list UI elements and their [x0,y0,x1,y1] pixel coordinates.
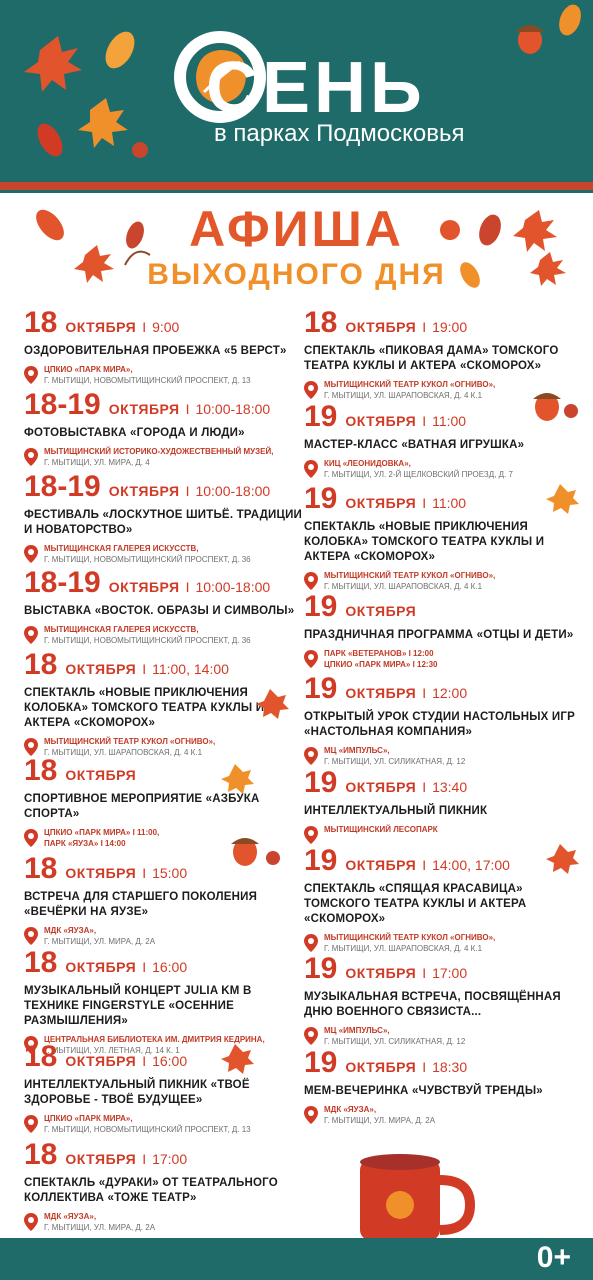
event-title: МУЗЫКАЛЬНАЯ ВСТРЕЧА, ПОСВЯЩЁННАЯ ДНЮ ВОЕННОГО СВЯЗИСТА... [304,991,561,1018]
event-date-line [24,566,304,600]
location-pin-icon [24,448,38,466]
location-pin-icon [304,460,318,478]
event-place: МДК «ЯУЗА», [44,925,97,935]
event-day: 19 [304,1046,338,1079]
leaf-decor-icon [215,1040,255,1080]
location-pin-icon [304,826,318,844]
date-separator: I [422,495,427,511]
event-date-line [24,1040,304,1074]
event-card [304,590,584,671]
header-subtitle: в парках Подмосковья [214,120,465,147]
event-address: Г. МЫТИЩИ, УЛ. ШАРАПОВСКАЯ, Д. 4 К.1 [44,747,203,757]
location-pin-icon [24,829,38,847]
date-separator: I [185,483,190,499]
event-day: 19 [304,482,338,515]
event-day: 19 [304,672,338,705]
event-time: 9:00 [152,319,180,335]
event-time: 17:00 [432,965,468,981]
event-date-line [24,946,304,980]
event-title: СПЕКТАКЛЬ «НОВЫЕ ПРИКЛЮЧЕНИЯ КОЛОБКА» ТОМСКОГО ТЕАТРА КУКЛЫ И АКТЕРА «СКОМОРОХ» [24,687,265,729]
event-address: Г. МЫТИЩИ, УЛ. ЛЕТНАЯ, Д. 14 К. 1 [44,1045,180,1055]
event-month: ОКТЯБРЯ [345,857,417,873]
event-date-line [24,754,304,788]
event-location [304,746,584,768]
event-card [24,566,304,647]
date-separator: I [422,413,427,429]
event-location [24,447,304,469]
date-separator: I [142,959,147,975]
event-place: ЦПКИО «ПАРК МИРА», [44,364,133,374]
event-title: ОЗДОРОВИТЕЛЬНАЯ ПРОБЕЖКА «5 ВЕРСТ» [24,345,287,357]
location-pin-icon [24,545,38,563]
event-month: ОКТЯБРЯ [345,779,417,795]
date-separator: I [422,965,427,981]
event-month: ОКТЯБРЯ [108,483,180,499]
event-time: 19:00 [432,319,468,335]
date-separator: I [142,319,147,335]
event-location [24,1212,304,1234]
event-card [304,766,584,844]
date-separator: I [422,779,427,795]
event-location [304,649,584,671]
event-day: 19 [304,400,338,433]
acorn-decor-icon [525,385,585,425]
event-place-extra: ЦПКИО «ПАРК МИРА» I 12:30 [324,659,438,669]
event-title: ИНТЕЛЛЕКТУАЛЬНЫЙ ПИКНИК [304,805,488,817]
event-place: МЫТИЩИНСКИЙ ТЕАТР КУКОЛ «ОГНИВО», [324,932,496,942]
date-separator: I [142,1151,147,1167]
event-month: ОКТЯБРЯ [345,965,417,981]
event-place: ЦПКИО «ПАРК МИРА» I 11:00, [44,827,160,837]
date-separator: I [142,1053,147,1069]
event-date-line [24,1138,304,1172]
event-address: Г. МЫТИЩИ, УЛ. 2-Й ЩЕЛКОВСКИЙ ПРОЕЗД, Д. 7 [324,469,513,479]
event-place: МДК «ЯУЗА», [44,1211,97,1221]
event-place: МЦ «ИМПУЛЬС», [324,745,390,755]
event-card [24,470,304,565]
date-separator: I [185,401,190,417]
event-date-line [24,648,304,682]
event-address: Г. МЫТИЩИ, НОВОМЫТИЩИНСКИЙ ПРОСПЕКТ, Д. 36 [44,635,251,645]
event-day: 18 [304,306,338,339]
event-place-extra: ПАРК «ЯУЗА» I 14:00 [44,838,126,848]
event-day: 18-19 [24,566,101,599]
event-date-line [24,470,304,504]
event-month: ОКТЯБРЯ [65,1053,137,1069]
event-day: 18-19 [24,388,101,421]
event-day: 18-19 [24,470,101,503]
event-day: 19 [304,844,338,877]
event-address: Г. МЫТИЩИ, УЛ. ШАРАПОВСКАЯ, Д. 4 К.1 [324,390,483,400]
event-month: ОКТЯБРЯ [345,319,417,335]
date-separator: I [422,1059,427,1075]
event-day: 19 [304,590,338,623]
event-card [304,1046,584,1127]
event-place: МЫТИЩИНСКИЙ ЛЕСОПАРК [324,824,438,834]
header-divider [0,182,593,190]
event-date-line [304,952,584,986]
event-day: 19 [304,766,338,799]
event-card [24,306,304,387]
event-title: СПЕКТАКЛЬ «ПИКОВАЯ ДАМА» ТОМСКОГО ТЕАТРА КУКЛЫ И АКТЕРА «СКОМОРОХ» [304,345,559,372]
page-title: АФИША [189,201,404,257]
event-title: МУЗЫКАЛЬНЫЙ КОНЦЕРТ JULIA KM В ТЕХНИКЕ FINGERSTYLE «ОСЕННИЕ РАЗМЫШЛЕНИЯ» [24,985,252,1027]
event-place: МЫТИЩИНСКАЯ ГАЛЕРЕЯ ИСКУССТВ, [44,624,199,634]
event-date-line [304,672,584,706]
date-separator: I [422,685,427,701]
location-pin-icon [24,366,38,384]
event-date-line [304,306,584,340]
event-title: ВСТРЕЧА ДЛЯ СТАРШЕГО ПОКОЛЕНИЯ «ВЕЧЁРКИ НА ЯУЗЕ» [24,891,258,918]
event-place: ЦПКИО «ПАРК МИРА», [44,1113,133,1123]
event-day: 18 [24,1040,58,1073]
event-place: МЫТИЩИНСКАЯ ГАЛЕРЕЯ ИСКУССТВ, [44,543,199,553]
location-pin-icon [304,650,318,668]
event-card [24,1040,304,1135]
event-address: Г. МЫТИЩИ, УЛ. СИЛИКАТНАЯ, Д. 12 [324,756,466,766]
event-month: ОКТЯБРЯ [65,767,137,783]
date-separator: I [422,857,427,873]
event-day: 18 [24,946,58,979]
event-location [304,1105,584,1127]
location-pin-icon [304,1027,318,1045]
event-location [304,1026,584,1048]
event-address: Г. МЫТИЩИ, УЛ. ШАРАПОВСКАЯ, Д. 4 К.1 [324,943,483,953]
event-time: 11:00 [432,413,467,429]
date-separator: I [185,579,190,595]
event-location [24,926,304,948]
event-card [304,672,584,767]
event-title: СПЕКТАКЛЬ «НОВЫЕ ПРИКЛЮЧЕНИЯ КОЛОБКА» ТОМСКОГО ТЕАТРА КУКЛЫ И АКТЕРА «СКОМОРОХ» [304,521,545,563]
event-place: МЫТИЩИНСКИЙ ТЕАТР КУКОЛ «ОГНИВО», [44,736,216,746]
event-time: 15:00 [152,865,188,881]
event-address: Г. МЫТИЩИ, УЛ. МИРА, Д. 2А [44,936,156,946]
event-day: 18 [24,1138,58,1171]
event-place: КИЦ «ЛЕОНИДОВКА», [324,458,411,468]
event-date-line [304,1046,584,1080]
event-place: МЫТИЩИНСКИЙ ТЕАТР КУКОЛ «ОГНИВО», [324,379,496,389]
event-day: 18 [24,306,58,339]
location-pin-icon [304,747,318,765]
event-date-line [304,590,584,624]
location-pin-icon [24,1213,38,1231]
event-location [24,625,304,647]
event-time: 13:40 [432,779,468,795]
event-date-line [24,388,304,422]
event-day: 19 [304,952,338,985]
event-time: 16:00 [152,1053,188,1069]
event-location [304,459,584,481]
event-address: Г. МЫТИЩИ, УЛ. МИРА, Д. 2А [44,1222,156,1232]
age-rating-badge: 0+ [536,1241,571,1274]
leaf-decor-icon [250,685,290,725]
event-time: 16:00 [152,959,188,975]
event-title: ФОТОВЫСТАВКА «ГОРОДА И ЛЮДИ» [24,427,245,439]
event-month: ОКТЯБРЯ [65,865,137,881]
date-separator: I [142,661,147,677]
event-card [304,952,584,1047]
date-separator: I [422,319,427,335]
event-place: ПАРК «ВЕТЕРАНОВ» I 12:00 [324,648,434,658]
event-title: СПОРТИВНОЕ МЕРОПРИЯТИЕ «АЗБУКА СПОРТА» [24,793,260,820]
event-address: Г. МЫТИЩИ, НОВОМЫТИЩИНСКИЙ ПРОСПЕКТ, Д. 13 [44,375,251,385]
event-date-line [24,306,304,340]
event-address: Г. МЫТИЩИ, УЛ. МИРА, Д. 2А [324,1115,436,1125]
event-month: ОКТЯБРЯ [345,413,417,429]
event-card [24,388,304,469]
event-place: МЦ «ИМПУЛЬС», [324,1025,390,1035]
acorn-decor-icon [225,830,285,870]
autumn-leaves-decor-icon [10,10,160,180]
location-pin-icon [24,927,38,945]
header-divider-thin [0,190,593,193]
header-banner [0,0,593,182]
event-day: 18 [24,852,58,885]
event-title: СПЕКТАКЛЬ «ДУРАКИ» ОТ ТЕАТРАЛЬНОГО КОЛЛЕКТИВА «ТОЖЕ ТЕАТР» [24,1177,278,1204]
event-day: 18 [24,754,58,787]
footer-banner [0,1238,593,1280]
leaf-decor-icon [540,840,580,880]
event-month: ОКТЯБРЯ [345,685,417,701]
event-title: МЕМ-ВЕЧЕРИНКА «ЧУВСТВУЙ ТРЕНДЫ» [304,1085,543,1097]
event-location [24,544,304,566]
event-address: Г. МЫТИЩИ, УЛ. ШАРАПОВСКАЯ, Д. 4 К.1 [324,581,483,591]
event-title: ИНТЕЛЛЕКТУАЛЬНЫЙ ПИКНИК «ТВОЁ ЗДОРОВЬЕ - ТВОЁ БУДУЩЕЕ» [24,1079,250,1106]
event-month: ОКТЯБРЯ [345,1059,417,1075]
event-month: ОКТЯБРЯ [65,661,137,677]
event-title: ПРАЗДНИЧНАЯ ПРОГРАММА «ОТЦЫ И ДЕТИ» [304,629,574,641]
event-place: МЫТИЩИНСКИЙ ИСТОРИКО-ХУДОЖЕСТВЕННЫЙ МУЗЕЙ, [44,446,274,456]
event-month: ОКТЯБРЯ [345,603,417,619]
location-pin-icon [304,381,318,399]
event-time: 11:00 [432,495,467,511]
event-place: МЫТИЩИНСКИЙ ТЕАТР КУКОЛ «ОГНИВО», [324,570,496,580]
event-month: ОКТЯБРЯ [65,959,137,975]
event-month: ОКТЯБРЯ [345,495,417,511]
mug-decor-icon [350,1140,480,1250]
event-title: ВЫСТАВКА «ВОСТОК. ОБРАЗЫ И СИМВОЛЫ» [24,605,295,617]
event-location [24,365,304,387]
event-title: ФЕСТИВАЛЬ «ЛОСКУТНОЕ ШИТЬЁ. ТРАДИЦИИ И НОВАТОРСТВО» [24,509,303,536]
event-time: 10:00-18:00 [195,483,271,499]
event-address: Г. МЫТИЩИ, УЛ. МИРА, Д. 4 [44,457,150,467]
location-pin-icon [304,572,318,590]
event-time: 10:00-18:00 [195,579,271,595]
event-month: ОКТЯБРЯ [65,319,137,335]
header-title: СЕНЬ [206,48,426,128]
location-pin-icon [304,934,318,952]
event-place: ЦЕНТРАЛЬНАЯ БИБЛИОТЕКА ИМ. ДМИТРИЯ КЕДРИНА, [44,1034,265,1044]
event-date-line [304,766,584,800]
location-pin-icon [24,1115,38,1133]
event-time: 12:00 [432,685,468,701]
event-time: 11:00, 14:00 [152,661,229,677]
event-title: СПЕКТАКЛЬ «СПЯЩАЯ КРАСАВИЦА» ТОМСКОГО ТЕАТРА КУКЛЫ И АКТЕРА «СКОМОРОХ» [304,883,527,925]
page-subtitle: ВЫХОДНОГО ДНЯ [147,258,446,291]
event-day: 18 [24,648,58,681]
event-address: Г. МЫТИЩИ, УЛ. СИЛИКАТНАЯ, Д. 12 [324,1036,466,1046]
event-time: 14:00, 17:00 [432,857,510,873]
acorn-decor-icon [470,0,593,80]
location-pin-icon [24,626,38,644]
event-title: ОТКРЫТЫЙ УРОК СТУДИИ НАСТОЛЬНЫХ ИГР «НАСТОЛЬНАЯ КОМПАНИЯ» [304,711,575,738]
event-location [24,1114,304,1136]
date-separator: I [142,865,147,881]
event-month: ОКТЯБРЯ [108,401,180,417]
leaf-decor-icon [215,760,255,800]
event-place: МДК «ЯУЗА», [324,1104,377,1114]
event-time: 10:00-18:00 [195,401,271,417]
event-month: ОКТЯБРЯ [108,579,180,595]
event-time: 17:00 [152,1151,188,1167]
event-card [24,1138,304,1233]
event-time: 18:30 [432,1059,468,1075]
event-address: Г. МЫТИЩИ, НОВОМЫТИЩИНСКИЙ ПРОСПЕКТ, Д. 13 [44,1124,251,1134]
event-month: ОКТЯБРЯ [65,1151,137,1167]
leaf-decor-icon [540,480,580,520]
event-title: МАСТЕР-КЛАСС «ВАТНАЯ ИГРУШКА» [304,439,525,451]
event-address: Г. МЫТИЩИ, НОВОМЫТИЩИНСКИЙ ПРОСПЕКТ, Д. 36 [44,554,251,564]
location-pin-icon [304,1106,318,1124]
